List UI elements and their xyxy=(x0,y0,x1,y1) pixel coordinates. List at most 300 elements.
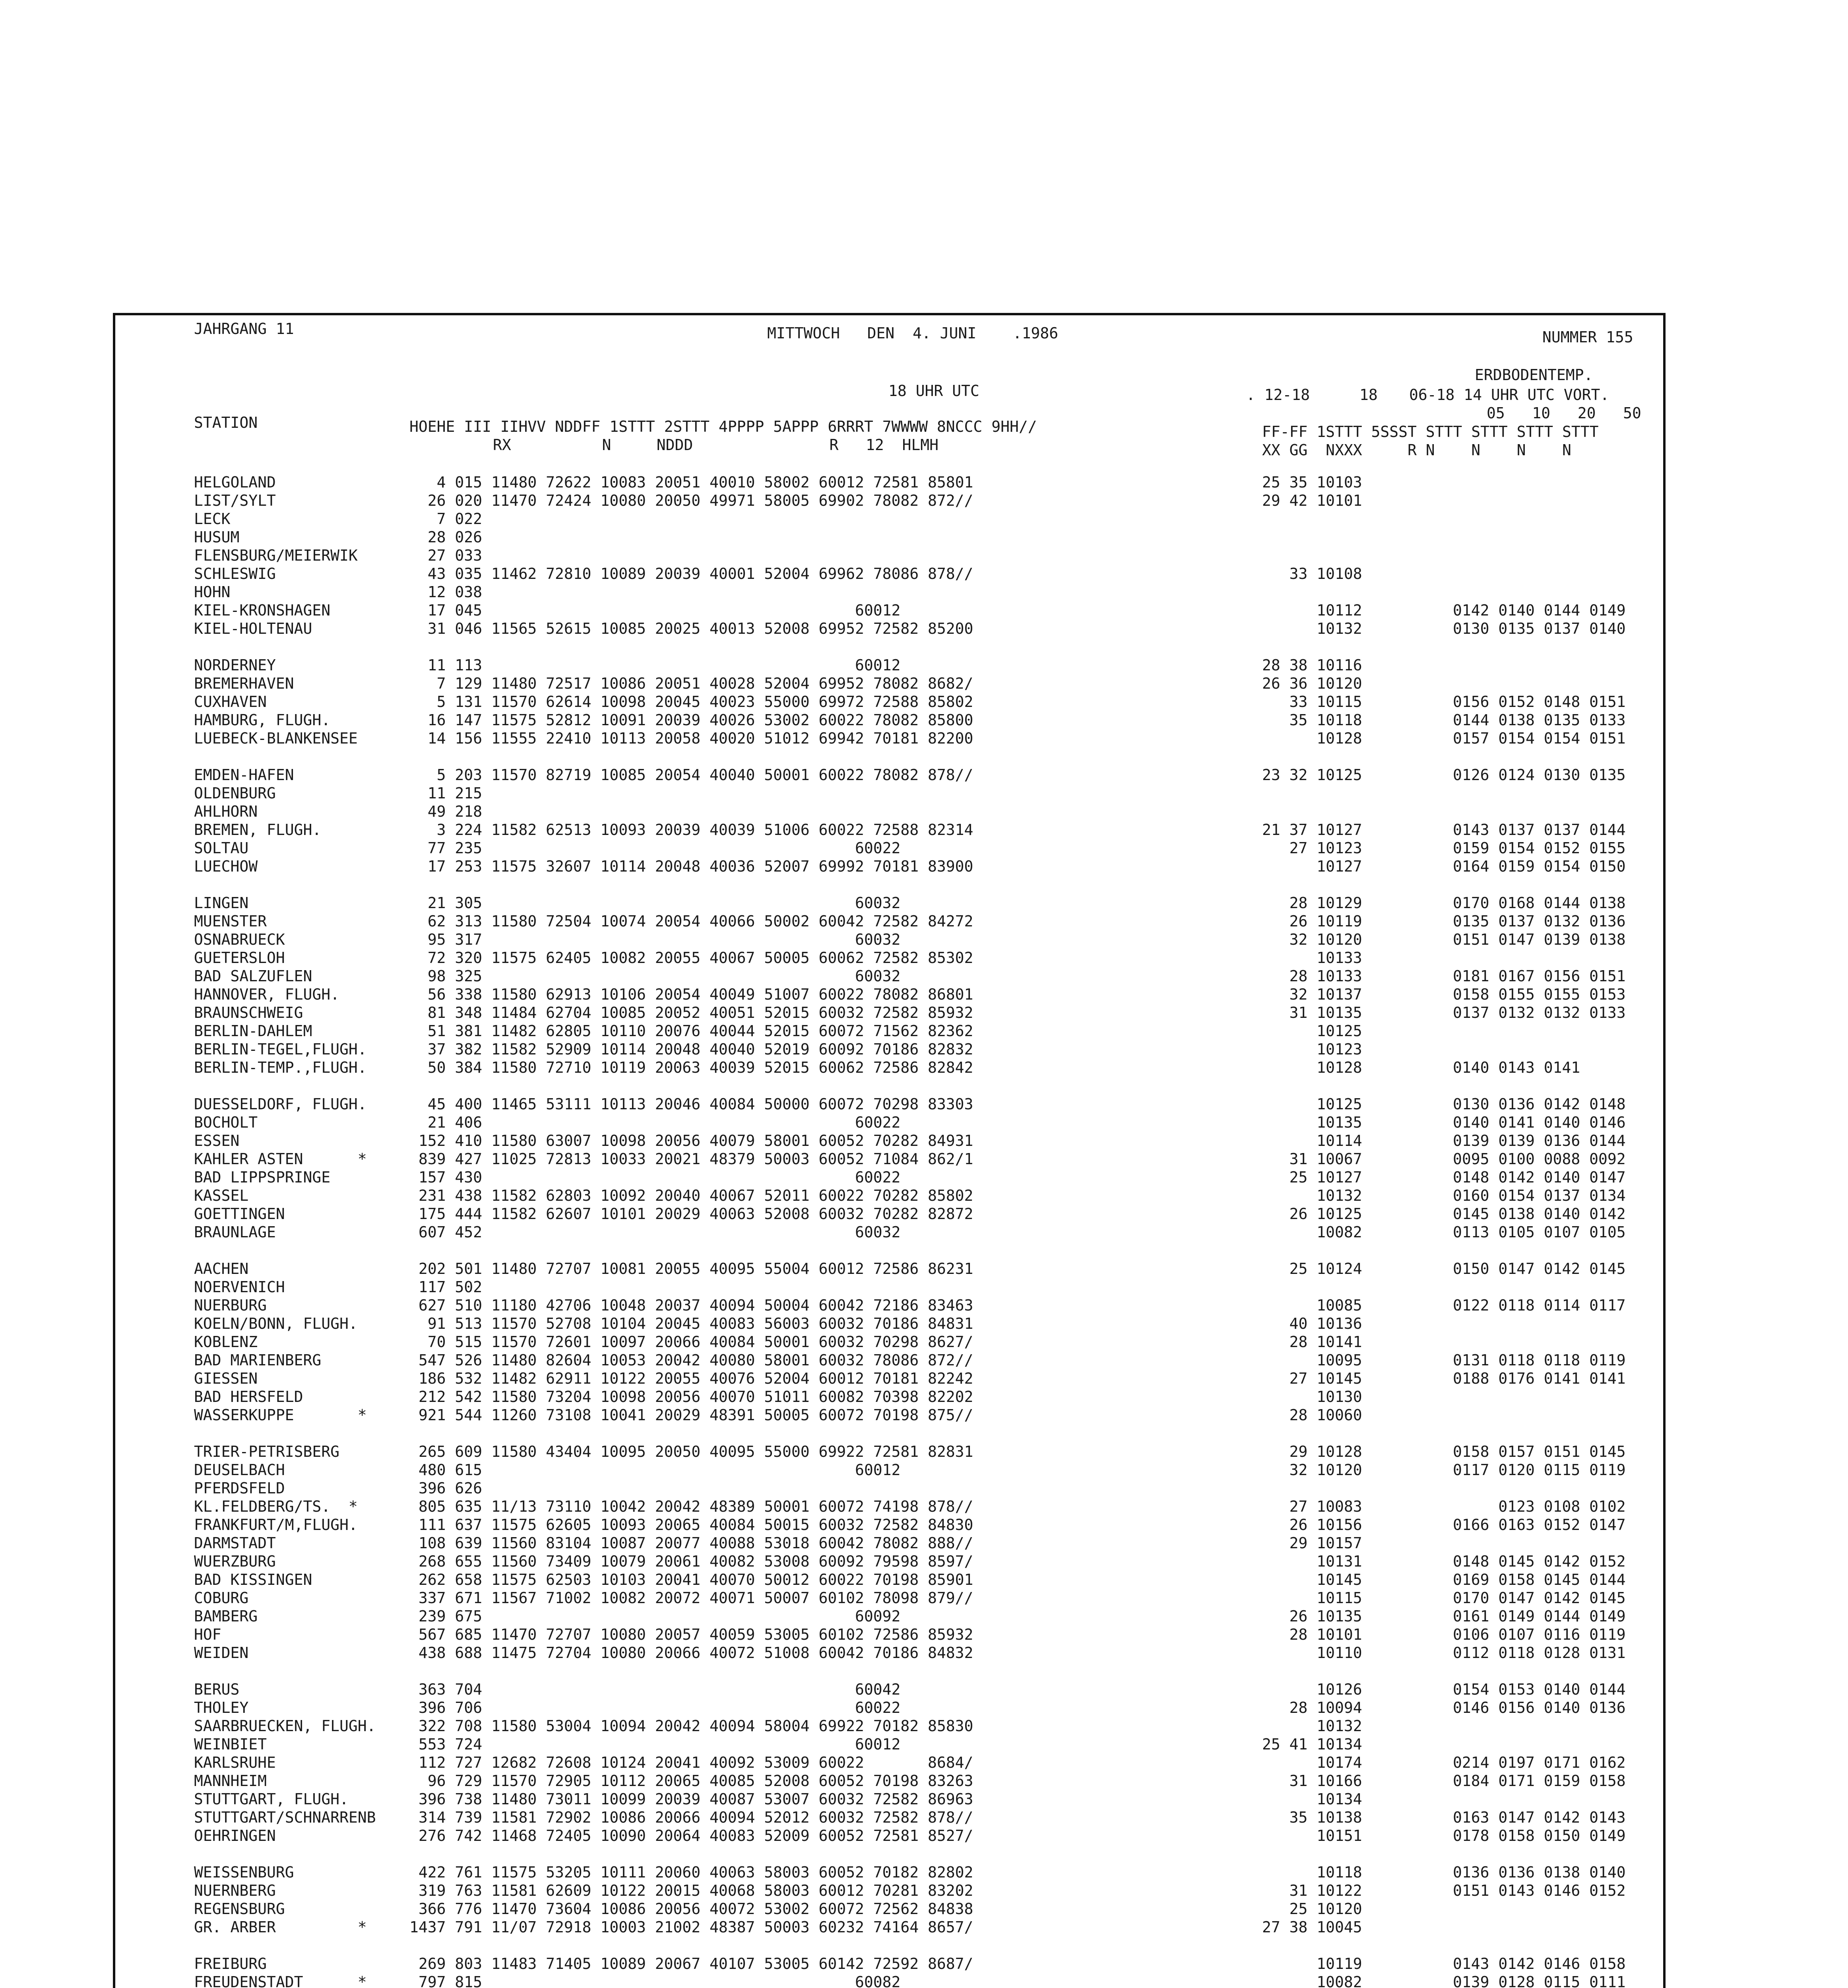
station-name: AACHEN xyxy=(194,1260,249,1277)
main-cell: 276 742 11468 72405 10090 20064 40083 52009 60052 72581 8527/ xyxy=(409,1827,973,1844)
main-cell: 363 704 60042 xyxy=(409,1681,901,1698)
right-cell xyxy=(1262,546,1417,565)
period-18: 18 xyxy=(1359,386,1378,404)
right-cell: 10118 xyxy=(1262,1864,1362,1881)
station-name: REGENSBURG xyxy=(194,1900,285,1918)
right-cell: 10151 xyxy=(1262,1827,1362,1844)
station-name: LECK xyxy=(194,510,231,528)
station-name: NOERVENICH xyxy=(194,1278,285,1296)
main-cell: 567 685 11470 72707 10080 20057 40059 53005 60102 72586 85932 xyxy=(409,1626,973,1643)
station-name: HAMBURG, FLUGH. xyxy=(194,711,331,729)
station-name: DARMSTADT xyxy=(194,1534,276,1552)
soil-cell: 0154 0153 0140 0144 xyxy=(1453,1681,1626,1698)
station-name xyxy=(194,1077,376,1095)
soil-cell: 0123 0108 0102 xyxy=(1453,1498,1626,1515)
soil-cell xyxy=(1453,674,1626,693)
right-cell: 29 10128 xyxy=(1262,1443,1362,1460)
main-cell xyxy=(409,1241,973,1260)
station-name: BREMERHAVEN xyxy=(194,675,294,692)
soil-cell: 0184 0171 0159 0158 xyxy=(1453,1772,1626,1790)
right-cell: 32 10137 xyxy=(1262,986,1362,1003)
main-cell: 921 544 11260 73108 10041 20029 48391 50005 60072 70198 875// xyxy=(409,1406,973,1424)
soil-cell xyxy=(1453,876,1626,894)
soil-cell: 0178 0158 0150 0149 xyxy=(1453,1827,1626,1844)
soil-cell: 0161 0149 0144 0149 xyxy=(1453,1607,1626,1625)
main-cell: 95 317 60032 xyxy=(409,931,901,948)
main-cell: 627 510 11180 42706 10048 20037 40094 50004 60042 72186 83463 xyxy=(409,1297,973,1314)
right-cell: 10082 xyxy=(1262,1973,1362,1988)
main-cell: 186 532 11482 62911 10122 20055 40076 52004 60012 70181 82242 xyxy=(409,1370,973,1387)
main-cell: 152 410 11580 63007 10098 20056 40079 58001 60052 70282 84931 xyxy=(409,1132,973,1149)
right-cell: 28 10060 xyxy=(1262,1406,1362,1424)
period-12-18: . 12-18 xyxy=(1246,386,1310,404)
erdboden-label: ERDBODENTEMP. xyxy=(1475,366,1593,384)
station-name xyxy=(194,1241,376,1260)
main-cell: 49 218 xyxy=(409,803,483,820)
right-cell xyxy=(1262,747,1417,766)
right-column-subheaders: XX GG NXXX R N N N N xyxy=(1262,441,1571,459)
soil-cell xyxy=(1453,1077,1626,1095)
main-cell xyxy=(409,747,973,766)
station-name: HOF xyxy=(194,1626,221,1643)
right-cell xyxy=(1262,1479,1417,1497)
main-cell: 70 515 11570 72601 10097 20066 40084 50001 60032 70298 8627/ xyxy=(409,1333,973,1351)
main-cell xyxy=(409,876,973,894)
right-cell xyxy=(1262,802,1417,821)
main-cell: 108 639 11560 83104 10087 20077 40088 53018 60042 78082 888// xyxy=(409,1534,973,1552)
soil-cell xyxy=(1453,528,1626,546)
station-name: HELGOLAND xyxy=(194,474,276,491)
station-name: GUETERSLOH xyxy=(194,949,285,967)
soil-cell xyxy=(1453,1845,1626,1863)
soil-cell: 0142 0140 0144 0149 xyxy=(1453,602,1626,619)
soil-cell: 0160 0154 0137 0134 xyxy=(1453,1187,1626,1204)
station-name: BERLIN-TEMP.,FLUGH. xyxy=(194,1059,367,1076)
soil-cell xyxy=(1453,583,1626,601)
soil-cell xyxy=(1453,1900,1626,1918)
soil-cell: 0148 0142 0140 0147 xyxy=(1453,1169,1626,1186)
right-column-headers: FF-FF 1STTT 5SSST STTT STTT STTT STTT xyxy=(1262,423,1599,441)
station-name: GOETTINGEN xyxy=(194,1205,285,1223)
soil-cell: 0163 0147 0142 0143 xyxy=(1453,1809,1626,1826)
main-cell: 7 022 xyxy=(409,510,483,528)
right-cell: 23 32 10125 xyxy=(1262,766,1362,784)
right-cell: 31 10122 xyxy=(1262,1882,1362,1899)
station-name: LIST/SYLT xyxy=(194,492,276,509)
right-cell: 29 42 10101 xyxy=(1262,492,1362,509)
station-name: EMDEN-HAFEN xyxy=(194,766,294,784)
soil-cell xyxy=(1453,1534,1626,1552)
right-cell xyxy=(1262,638,1417,656)
main-cell: 239 675 60092 xyxy=(409,1607,901,1625)
soil-cell xyxy=(1453,802,1626,821)
right-cell: 27 10123 xyxy=(1262,839,1362,857)
station-name: NUERBURG xyxy=(194,1297,267,1314)
synop-main-column xyxy=(409,473,973,1988)
right-cell: 21 37 10127 xyxy=(1262,821,1362,839)
station-name: BERLIN-DAHLEM xyxy=(194,1022,312,1040)
right-cell: 10135 xyxy=(1262,1114,1362,1131)
soil-cell: 0117 0120 0115 0119 xyxy=(1453,1461,1626,1479)
station-header: STATION xyxy=(194,414,258,431)
station-name xyxy=(194,1662,376,1680)
main-cell: 553 724 60012 xyxy=(409,1736,901,1753)
main-cell: 319 763 11581 62609 10122 20015 40068 58003 60012 70281 83202 xyxy=(409,1882,973,1899)
soil-cell xyxy=(1453,1333,1626,1351)
right-cell: 35 10118 xyxy=(1262,711,1362,729)
soil-cell: 0150 0147 0142 0145 xyxy=(1453,1260,1626,1277)
soil-cell: 0157 0154 0154 0151 xyxy=(1453,730,1626,747)
station-name: BAD SALZUFLEN xyxy=(194,967,312,985)
right-cell xyxy=(1262,876,1417,894)
main-cell: 231 438 11582 62803 10092 20040 40067 52011 60022 70282 85802 xyxy=(409,1187,973,1204)
main-cell: 96 729 11570 72905 10112 20065 40085 52008 60052 70198 83263 xyxy=(409,1772,973,1790)
main-cell: 62 313 11580 72504 10074 20054 40066 50002 60042 72582 84272 xyxy=(409,912,973,930)
soil-cell: 0170 0147 0142 0145 xyxy=(1453,1589,1626,1607)
main-cell: 117 502 xyxy=(409,1278,483,1296)
main-cell: 16 147 11575 52812 10091 20039 40026 53002 60022 78082 85800 xyxy=(409,711,973,729)
soil-cell: 0130 0136 0142 0148 xyxy=(1453,1095,1626,1113)
station-column xyxy=(194,473,376,1988)
main-column-subheaders: RX N NDDD R 12 HLMH xyxy=(493,436,939,454)
right-cell: 10174 xyxy=(1262,1754,1362,1771)
main-cell: 4 015 11480 72622 10083 20051 40010 58002 60012 72581 85801 xyxy=(409,474,973,491)
soil-cell: 0158 0157 0151 0145 xyxy=(1453,1443,1626,1460)
main-cell: 262 658 11575 62503 10103 20041 40070 50012 60022 70198 85901 xyxy=(409,1571,973,1588)
station-name: MUENSTER xyxy=(194,912,267,930)
right-cell: 10119 xyxy=(1262,1955,1362,1972)
station-name: FLENSBURG/MEIERWIK xyxy=(194,547,358,564)
main-cell: 43 035 11462 72810 10089 20039 40001 52004 69962 78086 878// xyxy=(409,565,973,582)
right-cell xyxy=(1262,1845,1417,1863)
right-cell xyxy=(1262,784,1417,802)
soil-cell xyxy=(1453,1241,1626,1260)
right-cell: 10132 xyxy=(1262,1187,1362,1204)
right-cell: 10127 xyxy=(1262,858,1362,875)
station-name: DUESSELDORF, FLUGH. xyxy=(194,1095,367,1113)
soil-cell: 0143 0137 0137 0144 xyxy=(1453,821,1626,839)
right-cell: 10115 xyxy=(1262,1589,1362,1607)
station-name: KAHLER ASTEN * xyxy=(194,1150,367,1168)
main-cell: 21 305 60032 xyxy=(409,894,901,912)
station-name: WEISSENBURG xyxy=(194,1864,294,1881)
main-cell: 77 235 60022 xyxy=(409,839,901,857)
station-name: WEIDEN xyxy=(194,1644,249,1662)
right-cell xyxy=(1262,528,1417,546)
right-cell: 10112 xyxy=(1262,602,1362,619)
station-name: GIESSEN xyxy=(194,1370,258,1387)
soil-cell: 0130 0135 0137 0140 xyxy=(1453,620,1626,637)
right-cell: 26 10119 xyxy=(1262,912,1362,930)
right-cell: 10126 xyxy=(1262,1681,1362,1698)
soil-cell xyxy=(1453,1918,1626,1936)
station-name: STUTTGART/SCHNARRENB xyxy=(194,1809,376,1826)
right-cell xyxy=(1262,510,1417,528)
period-06-18: 06-18 14 UHR UTC VORT. xyxy=(1409,386,1609,404)
right-cell: 10132 xyxy=(1262,620,1362,637)
right-cell: 10130 xyxy=(1262,1388,1362,1406)
station-name: BOCHOLT xyxy=(194,1114,258,1131)
soil-cell xyxy=(1453,1040,1626,1058)
main-cell: 839 427 11025 72813 10033 20021 48379 50003 60052 71084 862/1 xyxy=(409,1150,973,1168)
main-cell: 5 203 11570 82719 10085 20054 40040 50001 60022 78082 878// xyxy=(409,766,973,784)
main-cell: 5 131 11570 62614 10098 20045 40023 55000 69972 72588 85802 xyxy=(409,693,973,711)
soil-cell xyxy=(1453,1278,1626,1296)
station-name: LUEBECK-BLANKENSEE xyxy=(194,730,358,747)
soil-cell: 0139 0139 0136 0144 xyxy=(1453,1132,1626,1149)
soil-cell: 0181 0167 0156 0151 xyxy=(1453,967,1626,985)
soil-cell: 0131 0118 0118 0119 xyxy=(1453,1351,1626,1369)
right-cell xyxy=(1262,1278,1417,1296)
soil-cell xyxy=(1453,1424,1626,1442)
soil-cell xyxy=(1453,565,1626,583)
main-cell: 50 384 11580 72710 10119 20063 40039 52015 60062 72586 82842 xyxy=(409,1059,973,1076)
station-name: NUERNBERG xyxy=(194,1882,276,1899)
main-cell: 72 320 11575 62405 10082 20055 40067 50005 60062 72582 85302 xyxy=(409,949,973,967)
right-cell: 28 38 10116 xyxy=(1262,656,1362,674)
station-name: SOLTAU xyxy=(194,839,249,857)
station-name: KL.FELDBERG/TS. * xyxy=(194,1498,358,1515)
soil-cell: 0156 0152 0148 0151 xyxy=(1453,693,1626,711)
right-cell: 25 10120 xyxy=(1262,1900,1362,1918)
soil-cell: 0135 0137 0132 0136 xyxy=(1453,912,1626,930)
main-cell: 314 739 11581 72902 10086 20066 40094 52012 60032 72582 878// xyxy=(409,1809,973,1826)
main-cell: 268 655 11560 73409 10079 20061 40082 53008 60092 79598 8597/ xyxy=(409,1553,973,1570)
station-name: KOBLENZ xyxy=(194,1333,258,1351)
soil-cell xyxy=(1453,546,1626,565)
right-cell: 33 10115 xyxy=(1262,693,1362,711)
station-name: SAARBRUECKEN, FLUGH. xyxy=(194,1717,376,1735)
main-cell: 3 224 11582 62513 10093 20039 40039 51006 60022 72588 82314 xyxy=(409,821,973,839)
station-name: BERUS xyxy=(194,1681,240,1698)
station-name: GR. ARBER * xyxy=(194,1918,367,1936)
soil-cell: 0214 0197 0171 0162 xyxy=(1453,1754,1626,1771)
soil-cell: 0151 0143 0146 0152 xyxy=(1453,1882,1626,1899)
station-name: NORDERNEY xyxy=(194,656,276,674)
issue-number: NUMMER 155 xyxy=(1542,328,1633,346)
main-cell: 396 706 60022 xyxy=(409,1699,901,1716)
station-name: WASSERKUPPE * xyxy=(194,1406,367,1424)
main-cell xyxy=(409,1662,973,1680)
main-cell: 31 046 11565 52615 10085 20025 40013 52008 69952 72582 85200 xyxy=(409,620,973,637)
right-cell: 10131 xyxy=(1262,1553,1362,1570)
main-cell: 157 430 60022 xyxy=(409,1169,901,1186)
station-name: AHLHORN xyxy=(194,803,258,820)
right-cell: 10145 xyxy=(1262,1571,1362,1588)
main-cell: 112 727 12682 72608 10124 20041 40092 53009 60022 8684/ xyxy=(409,1754,973,1771)
station-name: BRAUNSCHWEIG xyxy=(194,1004,303,1021)
soil-cell xyxy=(1453,473,1626,491)
station-name xyxy=(194,1845,376,1863)
main-cell: 14 156 11555 22410 10113 20058 40020 51012 69942 70181 82200 xyxy=(409,730,973,747)
soil-cell: 0144 0138 0135 0133 xyxy=(1453,711,1626,729)
main-cell: 797 815 60082 xyxy=(409,1973,901,1988)
soil-cell: 0166 0163 0152 0147 xyxy=(1453,1516,1626,1534)
main-cell: 202 501 11480 72707 10081 20055 40095 55004 60012 72586 86231 xyxy=(409,1260,973,1277)
soil-cell: 0143 0142 0146 0158 xyxy=(1453,1955,1626,1972)
right-cell xyxy=(1262,583,1417,601)
station-name xyxy=(194,747,376,766)
main-cell: 91 513 11570 52708 10104 20045 40083 56003 60032 70186 84831 xyxy=(409,1315,973,1332)
right-cell: 27 38 10045 xyxy=(1262,1918,1362,1936)
station-name: BRAUNLAGE xyxy=(194,1223,276,1241)
soil-cell: 0113 0105 0107 0105 xyxy=(1453,1223,1626,1241)
soil-cell xyxy=(1453,949,1626,967)
soil-cell: 0140 0143 0141 xyxy=(1453,1059,1580,1076)
station-name: KIEL-KRONSHAGEN xyxy=(194,602,331,619)
main-cell: 212 542 11580 73204 10098 20056 40070 51011 60082 70398 82202 xyxy=(409,1388,973,1406)
soil-cell: 0095 0100 0088 0092 xyxy=(1453,1150,1626,1168)
station-name: BAD KISSINGEN xyxy=(194,1571,312,1588)
station-name: BAMBERG xyxy=(194,1607,258,1625)
main-cell: 51 381 11482 62805 10110 20076 40044 52015 60072 71562 82362 xyxy=(409,1022,973,1040)
station-name: KOELN/BONN, FLUGH. xyxy=(194,1315,358,1332)
station-name: STUTTGART, FLUGH. xyxy=(194,1790,349,1808)
main-cell: 17 253 11575 32607 10114 20048 40036 52007 69992 70181 83900 xyxy=(409,858,973,875)
right-cell: 25 10124 xyxy=(1262,1260,1362,1277)
main-cell xyxy=(409,1077,973,1095)
soil-cell: 0159 0154 0152 0155 xyxy=(1453,839,1626,857)
main-cell: 607 452 60032 xyxy=(409,1223,901,1241)
utc18-label: 18 UHR UTC xyxy=(888,382,979,400)
right-cell: 10123 xyxy=(1262,1041,1362,1058)
station-name: THOLEY xyxy=(194,1699,249,1716)
station-name: BAD HERSFELD xyxy=(194,1388,303,1406)
main-cell: 396 626 xyxy=(409,1479,483,1497)
right-cell xyxy=(1262,1077,1417,1095)
right-cell: 35 10138 xyxy=(1262,1809,1362,1826)
main-cell: 45 400 11465 53111 10113 20046 40084 50000 60072 70298 83303 xyxy=(409,1095,973,1113)
right-cell: 27 10145 xyxy=(1262,1370,1362,1387)
station-name: MANNHEIM xyxy=(194,1772,267,1790)
right-cell: 32 10120 xyxy=(1262,1461,1362,1479)
main-cell: 337 671 11567 71002 10082 20072 40071 50007 60102 78098 879// xyxy=(409,1589,973,1607)
soil-cell: 0139 0128 0115 0111 xyxy=(1453,1973,1626,1988)
main-cell: 111 637 11575 62605 10093 20065 40084 50015 60032 72582 84830 xyxy=(409,1516,973,1534)
soil-cell xyxy=(1453,1790,1626,1808)
soil-cell xyxy=(1453,638,1626,656)
station-name: BREMEN, FLUGH. xyxy=(194,821,322,839)
soil-cell xyxy=(1453,1717,1626,1735)
station-name: OLDENBURG xyxy=(194,784,276,802)
soil-temp-column xyxy=(1453,473,1626,1988)
soil-cell: 0126 0124 0130 0135 xyxy=(1453,766,1626,784)
main-cell: 322 708 11580 53004 10094 20042 40094 58004 69922 70182 85830 xyxy=(409,1717,973,1735)
right-cell: 10114 xyxy=(1262,1132,1362,1149)
right-cell: 28 10133 xyxy=(1262,967,1362,985)
soil-cell xyxy=(1453,491,1626,510)
soil-cell xyxy=(1453,1022,1626,1040)
main-cell: 438 688 11475 72704 10080 20066 40072 51008 60042 70186 84832 xyxy=(409,1644,973,1662)
station-name: FRANKFURT/M,FLUGH. xyxy=(194,1516,358,1534)
soil-cell: 0122 0118 0114 0117 xyxy=(1453,1297,1626,1314)
soil-cell: 0112 0118 0128 0131 xyxy=(1453,1644,1626,1662)
date-label: MITTWOCH DEN 4. JUNI .1986 xyxy=(767,324,1059,342)
soil-cell xyxy=(1453,1388,1626,1406)
main-cell: 1437 791 11/07 72918 10003 21002 48387 50003 60232 74164 8657/ xyxy=(409,1918,973,1936)
jahrgang-label: JAHRGANG 11 xyxy=(194,320,294,338)
station-name: LUECHOW xyxy=(194,858,258,875)
right-cell: 25 35 10103 xyxy=(1262,474,1362,491)
main-cell: 12 038 xyxy=(409,583,483,601)
soil-cell xyxy=(1453,510,1626,528)
soil-cell: 0164 0159 0154 0150 xyxy=(1453,858,1626,875)
right-cell: 26 10125 xyxy=(1262,1205,1362,1223)
soil-cell xyxy=(1453,1406,1626,1424)
soil-cell xyxy=(1453,1936,1626,1955)
main-cell: 81 348 11484 62704 10085 20052 40051 52015 60032 72582 85932 xyxy=(409,1004,973,1021)
main-cell: 11 113 60012 xyxy=(409,656,901,674)
right-cell: 10134 xyxy=(1262,1790,1362,1808)
soil-cell: 0140 0141 0140 0146 xyxy=(1453,1114,1626,1131)
synop-right-column xyxy=(1262,473,1417,1988)
soil-cell: 0136 0136 0138 0140 xyxy=(1453,1864,1626,1881)
main-cell xyxy=(409,1424,973,1442)
station-name: FREUDENSTADT * xyxy=(194,1973,367,1988)
right-cell: 10128 xyxy=(1262,730,1362,747)
station-name xyxy=(194,1424,376,1442)
main-cell: 265 609 11580 43404 10095 20050 40095 55000 69922 72581 82831 xyxy=(409,1443,973,1460)
station-name: WUERZBURG xyxy=(194,1553,276,1570)
right-cell: 28 10129 xyxy=(1262,894,1362,912)
main-cell: 269 803 11483 71405 10089 20067 40107 53005 60142 72592 8687/ xyxy=(409,1955,973,1972)
right-cell: 26 10135 xyxy=(1262,1607,1362,1625)
right-cell: 10125 xyxy=(1262,1095,1362,1113)
station-name: COBURG xyxy=(194,1589,249,1607)
soil-cell xyxy=(1453,1314,1626,1333)
main-cell: 27 033 xyxy=(409,547,483,564)
main-cell: 805 635 11/13 73110 10042 20042 48389 50001 60072 74198 878// xyxy=(409,1498,973,1515)
station-name: HOHN xyxy=(194,583,231,601)
right-cell: 25 41 10134 xyxy=(1262,1736,1362,1753)
right-cell xyxy=(1262,1241,1417,1260)
soil-cell: 0146 0156 0140 0136 xyxy=(1453,1699,1626,1716)
right-cell: 33 10108 xyxy=(1262,565,1362,582)
soil-cell xyxy=(1453,784,1626,802)
station-name: BAD MARIENBERG xyxy=(194,1351,322,1369)
main-column-headers: HOEHE III IIHVV NDDFF 1STTT 2STTT 4PPPP 5APPP 6RRRT 7WWWW 8NCCC 9HH// xyxy=(409,418,1037,435)
soil-depths: 05 10 20 50 xyxy=(1487,404,1641,422)
soil-cell: 0106 0107 0116 0119 xyxy=(1453,1626,1626,1643)
soil-cell: 0145 0138 0140 0142 xyxy=(1453,1205,1626,1223)
soil-cell xyxy=(1453,747,1626,766)
main-cell: 396 738 11480 73011 10099 20039 40087 53007 60032 72582 86963 xyxy=(409,1790,973,1808)
soil-cell: 0188 0176 0141 0141 xyxy=(1453,1370,1626,1387)
station-name: OEHRINGEN xyxy=(194,1827,276,1844)
right-cell: 10095 xyxy=(1262,1351,1362,1369)
right-cell: 25 10127 xyxy=(1262,1169,1362,1186)
station-name xyxy=(194,876,376,894)
station-name xyxy=(194,638,376,656)
station-name: CUXHAVEN xyxy=(194,693,267,711)
right-cell: 10082 xyxy=(1262,1223,1362,1241)
soil-cell: 0170 0168 0144 0138 xyxy=(1453,894,1626,912)
station-name: DEUSELBACH xyxy=(194,1461,285,1479)
main-cell: 547 526 11480 82604 10053 20042 40080 58001 60032 78086 872// xyxy=(409,1351,973,1369)
main-cell: 366 776 11470 73604 10086 20056 40072 53002 60072 72562 84838 xyxy=(409,1900,973,1918)
soil-cell: 0148 0145 0142 0152 xyxy=(1453,1553,1626,1570)
right-cell: 10110 xyxy=(1262,1644,1362,1662)
station-name: FREIBURG xyxy=(194,1955,267,1972)
right-cell xyxy=(1262,1662,1417,1680)
station-name: WEINBIET xyxy=(194,1736,267,1753)
main-cell xyxy=(409,638,973,656)
station-name: PFERDSFELD xyxy=(194,1479,285,1497)
right-cell: 40 10136 xyxy=(1262,1315,1362,1332)
right-cell: 28 10094 xyxy=(1262,1699,1362,1716)
station-name: SCHLESWIG xyxy=(194,565,276,582)
right-cell: 28 10141 xyxy=(1262,1333,1362,1351)
